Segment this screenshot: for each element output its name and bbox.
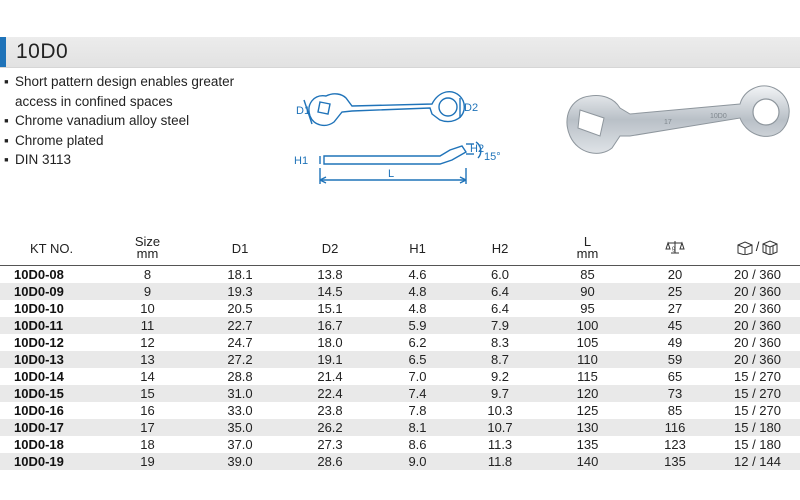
cell-weight: 27 <box>667 301 683 316</box>
cell-h1: 8.6 <box>408 437 427 452</box>
cell-weight: 45 <box>635 317 715 334</box>
cell-kt: 10D0-11 <box>0 317 100 334</box>
cell-h1: 6.2 <box>408 335 427 350</box>
cell-h2: 9.2 <box>490 369 510 384</box>
h2-label: H2 <box>470 143 485 155</box>
cell-h1: 8.1 <box>375 419 460 436</box>
spec-table <box>0 231 800 470</box>
cell-d1: 28.8 <box>227 369 253 384</box>
cell-d2: 18.0 <box>317 335 343 350</box>
cell-size: 10 <box>140 301 155 316</box>
cell-weight: 73 <box>635 385 715 402</box>
cell-weight: 123 <box>664 437 686 452</box>
cell-kt: 10D0-13 <box>0 351 100 368</box>
feature-item: ▪ Chrome plated <box>4 132 104 148</box>
cell-d2: 16.7 <box>285 317 375 334</box>
cell-kt: 10D0-18 <box>14 437 64 452</box>
cell-h2: 11.8 <box>460 453 540 470</box>
header-h1: H1 <box>375 231 460 266</box>
table-row <box>0 453 800 470</box>
cell-kt: 10D0-19 <box>0 453 100 470</box>
cell-size: 17 <box>100 419 195 436</box>
cell-d2: 13.8 <box>317 267 343 282</box>
table-row <box>0 317 800 334</box>
cell-d1: 35.0 <box>195 419 285 436</box>
cell-d1: 39.0 <box>195 453 285 470</box>
cell-weight: 20 <box>667 267 683 282</box>
cell-weight: 59 <box>635 351 715 368</box>
cell-h1: 4.6 <box>408 267 427 282</box>
cell-l: 140 <box>540 453 635 470</box>
header-kt-no: KT NO. <box>0 231 100 266</box>
cell-l: 115 <box>577 369 598 384</box>
cell-h1: 4.8 <box>375 283 460 300</box>
cell-size: 16 <box>140 403 155 418</box>
cell-d2: 19.1 <box>285 351 375 368</box>
cell-pack: 15 / 270 <box>715 385 800 402</box>
cell-d2: 26.2 <box>285 419 375 436</box>
cell-d1: 20.5 <box>227 301 253 316</box>
cell-d1: 33.0 <box>227 403 253 418</box>
feature-list <box>4 72 274 170</box>
cell-h1: 7.4 <box>375 385 460 402</box>
cell-d1: 27.2 <box>195 351 285 368</box>
cell-size: 13 <box>100 351 195 368</box>
cell-size: 14 <box>140 369 155 384</box>
cell-kt: 10D0-10 <box>14 301 64 316</box>
cell-weight: 135 <box>635 453 715 470</box>
cell-d2: 22.4 <box>285 385 375 402</box>
header-weight <box>635 231 715 266</box>
cell-kt: 10D0-16 <box>14 403 64 418</box>
cell-d1: 31.0 <box>195 385 285 402</box>
header-d2: D2 <box>285 231 375 266</box>
table-row <box>0 300 800 317</box>
cell-d1: 24.7 <box>227 335 253 350</box>
title-bar <box>0 37 800 68</box>
svg-text:g: g <box>672 245 676 252</box>
cell-l: 90 <box>540 283 635 300</box>
cell-l: 105 <box>576 335 599 350</box>
cell-l: 85 <box>580 267 595 282</box>
cell-h1: 5.9 <box>375 317 460 334</box>
h1-label: H1 <box>294 155 309 167</box>
cell-h2: 6.4 <box>490 301 510 316</box>
title-accent-bar <box>0 37 6 67</box>
cell-d2: 23.8 <box>317 403 343 418</box>
cell-d2: 15.1 <box>317 301 343 316</box>
cell-kt: 10D0-14 <box>14 369 64 384</box>
cell-kt: 10D0-17 <box>0 419 100 436</box>
cell-h2: 9.7 <box>460 385 540 402</box>
table-row <box>0 385 800 402</box>
table-row <box>0 419 800 436</box>
cell-pack: 20 / 360 <box>734 267 781 282</box>
cell-d1: 19.3 <box>195 283 285 300</box>
cell-h2: 10.3 <box>487 403 513 418</box>
wrench-product-image <box>560 84 795 174</box>
cell-h1: 7.0 <box>408 369 427 384</box>
cell-pack: 20 / 360 <box>734 335 781 350</box>
product-marking-code: 10D0 <box>710 113 727 120</box>
cell-h1: 4.8 <box>408 301 427 316</box>
cell-d2: 21.4 <box>317 369 343 384</box>
cell-d1: 18.1 <box>227 267 253 282</box>
feature-item: ▪ Chrome vanadium alloy steel <box>4 113 190 128</box>
cell-h2: 6.4 <box>460 283 540 300</box>
page-title: 10D0 <box>16 40 69 63</box>
carton-icon <box>761 239 779 255</box>
cell-size: 12 <box>140 335 155 350</box>
cell-l: 100 <box>540 317 635 334</box>
header-l: L mm <box>540 231 635 266</box>
cell-weight: 116 <box>635 419 715 436</box>
table-header-row <box>0 231 800 266</box>
cell-l: 110 <box>540 351 635 368</box>
cell-l: 120 <box>540 385 635 402</box>
header-packaging: / <box>715 231 800 266</box>
header-d1: D1 <box>195 231 285 266</box>
cell-size: 11 <box>100 317 195 334</box>
cell-h2: 11.3 <box>487 437 513 452</box>
table-row <box>0 266 800 284</box>
cell-size: 8 <box>143 267 152 282</box>
cell-d2: 14.5 <box>285 283 375 300</box>
cell-weight: 85 <box>667 403 683 418</box>
table-row <box>0 436 800 453</box>
l-label: L <box>388 168 395 180</box>
cell-kt: 10D0-08 <box>14 267 64 282</box>
cell-h2: 7.9 <box>460 317 540 334</box>
cell-pack: 15 / 270 <box>734 403 781 418</box>
cell-l: 135 <box>576 437 599 452</box>
cell-size: 9 <box>100 283 195 300</box>
cell-d1: 22.7 <box>195 317 285 334</box>
header-h2: H2 <box>460 231 540 266</box>
scale-icon <box>665 239 685 255</box>
cell-pack: 15 / 180 <box>715 419 800 436</box>
angle-label: 15° <box>484 151 501 163</box>
cell-h1: 9.0 <box>375 453 460 470</box>
cell-pack: 20 / 360 <box>734 301 781 316</box>
cell-pack: 15 / 180 <box>734 437 781 452</box>
cell-d1: 37.0 <box>227 437 253 452</box>
header-size: Size mm <box>100 231 195 266</box>
cell-d2: 28.6 <box>285 453 375 470</box>
d2-label: D2 <box>464 102 479 114</box>
cell-h1: 7.8 <box>408 403 427 418</box>
cell-weight: 25 <box>635 283 715 300</box>
cell-kt: 10D0-09 <box>0 283 100 300</box>
table-row <box>0 402 800 419</box>
table-row <box>0 283 800 300</box>
cell-l: 95 <box>580 301 595 316</box>
cell-h2: 10.7 <box>460 419 540 436</box>
cell-h2: 8.3 <box>490 335 510 350</box>
cell-pack: 15 / 270 <box>734 369 781 384</box>
cell-kt: 10D0-12 <box>14 335 64 350</box>
cell-d2: 27.3 <box>317 437 343 452</box>
product-marking-size: 17 <box>664 119 672 126</box>
d1-label: D1 <box>296 105 311 117</box>
box-icon <box>736 239 754 255</box>
wrench-dimension-diagram <box>290 84 530 196</box>
cell-pack: 20 / 360 <box>715 317 800 334</box>
cell-size: 18 <box>140 437 155 452</box>
cell-pack: 12 / 144 <box>715 453 800 470</box>
cell-weight: 49 <box>667 335 683 350</box>
cell-size: 19 <box>100 453 195 470</box>
cell-weight: 65 <box>667 369 683 384</box>
cell-pack: 20 / 360 <box>715 351 800 368</box>
table-row <box>0 334 800 351</box>
cell-l: 130 <box>540 419 635 436</box>
table-row <box>0 351 800 368</box>
cell-l: 125 <box>576 403 599 418</box>
cell-h2: 6.0 <box>490 267 510 282</box>
cell-pack: 20 / 360 <box>715 283 800 300</box>
cell-kt: 10D0-15 <box>0 385 100 402</box>
feature-item: ▪ DIN 3113 <box>4 152 72 167</box>
cell-h1: 6.5 <box>375 351 460 368</box>
cell-size: 15 <box>100 385 195 402</box>
feature-item: ▪ Short pattern design enables greater access in confined spaces <box>4 74 235 109</box>
table-row <box>0 368 800 385</box>
cell-h2: 8.7 <box>460 351 540 368</box>
